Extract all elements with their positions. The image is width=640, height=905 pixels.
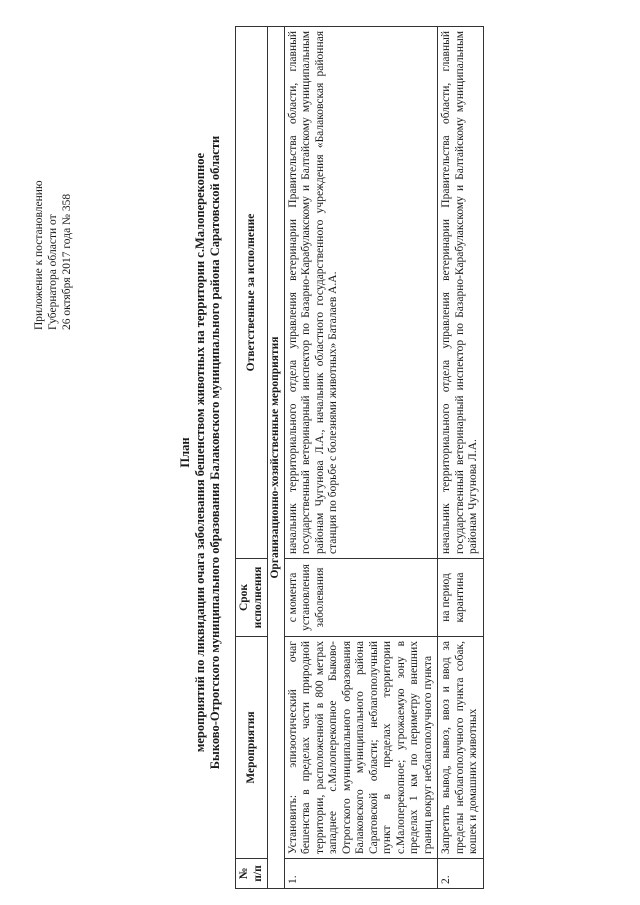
table-row — [284, 27, 438, 889]
table-header-row — [236, 27, 268, 889]
document-title-line-2: Быково-Отрогского муниципального образования Балаковского муниципального района Саратовской области — [208, 135, 222, 770]
header-responsible: Ответственные за исполнение — [236, 27, 268, 559]
appendix-line-3: 26 октября 2017 года № 358 — [61, 193, 73, 330]
document-title-line-1: мероприятий по ликвидации очага заболевания бешенством животных на территории с.Малоперекопное — [193, 152, 207, 753]
appendix-block — [32, 130, 74, 330]
measures-table — [235, 26, 484, 889]
row-responsible: начальник территориального отдела управления ветеринарии Правительства области, главный государственный ветеринарный инспектор по Базарно-Карабулакскому и Балтайскому муниципальным районам Чугунова Л.А., начальник областного государственного учреждения «Балаковская районная станция по борьбе с болезнями животных» Баталаев А.А. — [284, 27, 438, 559]
header-measures: Мероприятия — [236, 637, 268, 859]
row-measures: Запретить вывод, вывоз, ввоз и ввод за пределы неблагополучного пункта собак, кошек и домашних животных — [438, 637, 484, 859]
table-row — [438, 27, 484, 889]
row-term: с момента установления заболевания — [284, 559, 438, 637]
row-measures: Установить: эпизоотический очаг бешенства в пределах части природной территории, расположенной в 800 метрах западнее с.Малоперекопное Быково-Отрогского муниципального образования Балаковского муниципального района Саратовской области; неблагополучный пункт в пределах территории с.Малоперекопное; угрожаемую зону в пределах 1 км по периметру внешних границ вокруг неблагополучного пункта — [284, 637, 438, 859]
section-row — [268, 27, 285, 889]
header-term: Срок исполнения — [236, 559, 268, 637]
row-num: 1. — [284, 859, 438, 889]
header-num: № п/п — [236, 859, 268, 889]
appendix-line-2: Губернатора области от — [47, 214, 59, 330]
section-title: Организационно-хозяйственные мероприятия — [268, 27, 285, 889]
appendix-line-1: Приложение к постановлению — [33, 180, 45, 330]
document-heading: План — [178, 437, 192, 468]
row-responsible: начальник территориального отдела управления ветеринарии Правительства области, главный государственный ветеринарный инспектор по Базарно-Карабулакскому и Балтайскому муниципальным районам Чугунова Л.А. — [438, 27, 484, 559]
row-term: на период карантина — [438, 559, 484, 637]
row-num: 2. — [438, 859, 484, 889]
